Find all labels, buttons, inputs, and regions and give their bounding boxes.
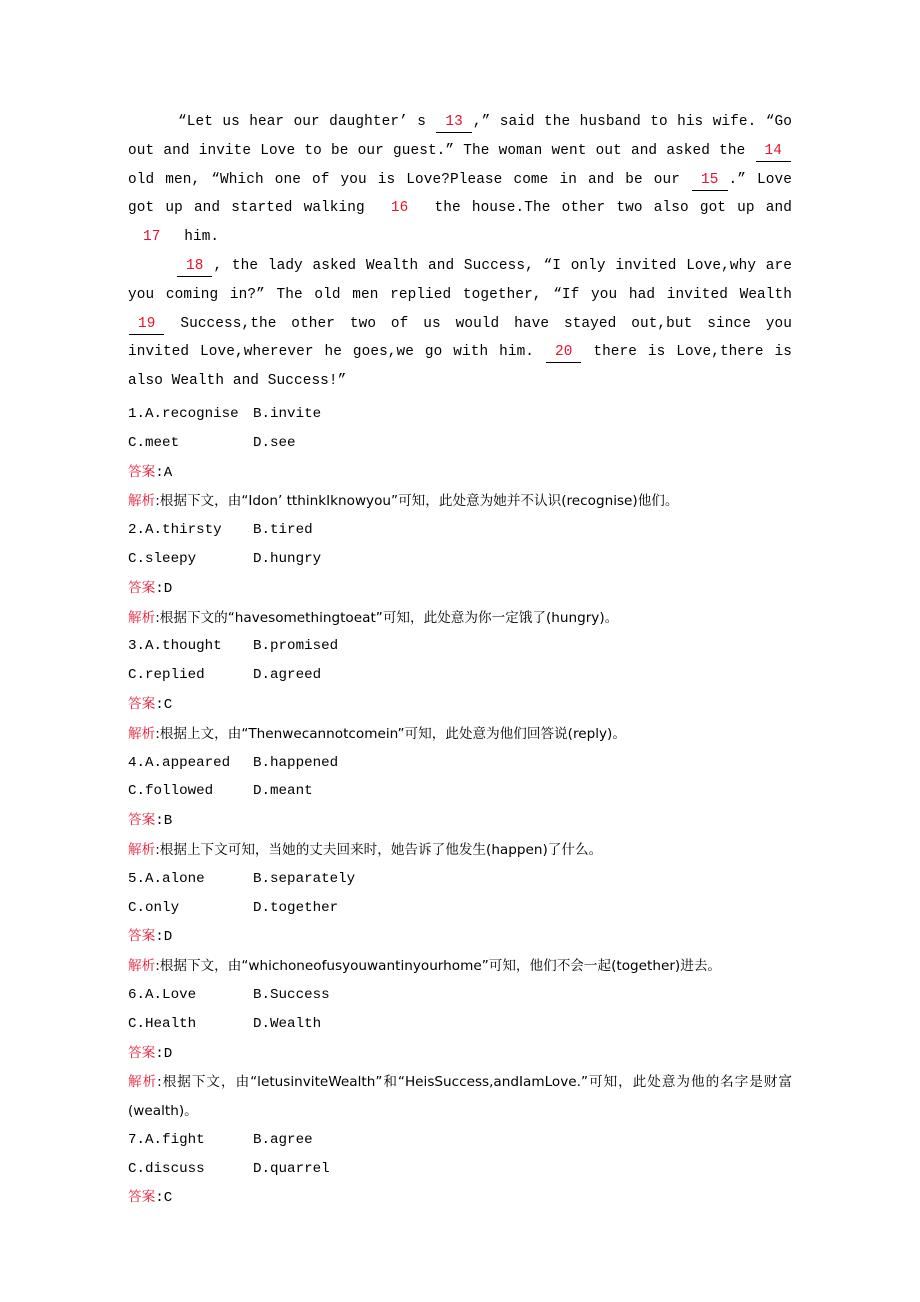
question-item [128,749,792,865]
option-b[interactable]: B.invite [253,405,322,422]
analysis-line [128,604,792,633]
analysis-line [128,1068,792,1126]
answer-line [128,574,792,604]
option-row-ab [128,400,792,429]
answer-value: :D [155,1045,173,1062]
option-row-cd [128,894,792,923]
question-item [128,516,792,632]
analysis-label: 解析 [128,958,156,975]
option-b[interactable]: B.tired [253,522,313,539]
question-number-and-option-a[interactable] [128,632,253,661]
option-row-cd [128,1010,792,1039]
question-item [128,1126,792,1213]
answer-line [128,1183,792,1213]
analysis-line [128,952,792,981]
analysis-line [128,487,792,516]
question-list [128,400,792,1213]
option-c[interactable]: C.meet [128,434,180,451]
option-a[interactable]: A.Love [145,986,197,1003]
passage-text-seg-5: the house.The other two also got up and [423,200,792,217]
blank-18[interactable]: 18 [177,258,212,277]
answer-line [128,690,792,720]
passage2-text-seg-1: , the lady asked Wealth and Success, “I only invited Love,why are you coming in?” The old men replied together, “If you had invited Wealth [128,257,792,303]
answer-label: 答案 [128,1044,156,1061]
option-row-ab [128,1126,792,1155]
page-content [128,108,792,1213]
option-row-cd [128,1155,792,1184]
question-number-and-option-a[interactable] [128,1126,253,1155]
option-c[interactable]: C.Health [128,1015,197,1032]
option-a[interactable]: A.thirsty [145,522,222,539]
passage2-text-seg-3: there is Love,there is also Wealth and Success!” [128,344,792,390]
option-a[interactable]: A.appeared [145,754,231,771]
answer-label: 答案 [128,928,156,945]
answer-line [128,1039,792,1069]
question-number: 7. [128,1131,146,1148]
analysis-label: 解析 [128,609,156,626]
analysis-text: :根据下文，由“whichoneofusyouwantinyourhome”可知，他们不会一起(together)进去。 [155,958,722,975]
question-number-and-option-a[interactable] [128,981,253,1010]
option-row-cd [128,777,792,806]
option-b[interactable]: B.Success [253,986,330,1003]
passage-text-seg-4: .” Love got up and started walking [128,171,793,217]
question-number-and-option-a[interactable] [128,400,253,429]
answer-value: :D [155,580,173,597]
passage-text-seg-1: “Let us hear our daughter’ s [178,114,436,130]
option-b[interactable]: B.promised [253,638,339,655]
blank-15[interactable]: 15 [692,172,727,191]
question-number: 2. [128,522,146,539]
option-a[interactable]: A.fight [145,1131,205,1148]
analysis-text: :根据上文，由“Thenwecannotcomein”可知，此处意为他们回答说(reply)。 [155,725,626,742]
question-number: 6. [128,986,146,1003]
analysis-line [128,720,792,749]
option-c[interactable]: C.replied [128,667,205,684]
question-number-and-option-a[interactable] [128,749,253,778]
answer-label: 答案 [128,463,156,480]
answer-value: :A [155,464,173,481]
answer-value: :B [155,813,173,830]
option-row-cd [128,545,792,574]
option-row-ab [128,865,792,894]
passage2-text-seg-2: Success,the other two of us would have stayed out,but since you invited Love,wherever he goes,we go with him. [128,315,792,361]
passage-paragraph-2 [128,252,792,396]
question-number-and-option-a[interactable] [128,516,253,545]
option-d[interactable]: D.together [253,899,339,916]
option-row-ab [128,632,792,661]
blank-19[interactable]: 19 [129,316,164,335]
passage-text-seg-3: old men, “Which one of you is Love?Please come in and be our [128,171,692,188]
option-c[interactable]: C.sleepy [128,550,197,567]
question-number: 3. [128,638,146,655]
blank-20[interactable]: 20 [546,344,581,363]
answer-value: :C [155,696,173,713]
answer-line [128,806,792,836]
answer-label: 答案 [128,579,156,596]
option-b[interactable]: B.separately [253,870,356,887]
option-row-ab [128,516,792,545]
question-number: 1. [128,405,146,422]
passage-paragraph-1 [128,108,792,252]
answer-value: :D [155,929,173,946]
question-item [128,632,792,748]
option-c[interactable]: C.followed [128,783,214,800]
blank-16[interactable]: 16 [390,200,409,217]
option-a[interactable]: A.thought [145,638,222,655]
question-number: 4. [128,754,146,771]
analysis-label: 解析 [128,725,156,742]
option-a[interactable]: A.recognise [145,405,239,422]
passage-text-seg-6: him. [175,229,220,246]
option-row-ab [128,981,792,1010]
option-row-cd [128,661,792,690]
option-d[interactable]: D.Wealth [253,1015,322,1032]
analysis-text: :根据下文，由“letusinviteWealth”和“HeisSuccess,andIamLove.”可知，此处意为他的名字是财富(wealth)。 [128,1074,793,1120]
option-d[interactable]: D.see [253,434,296,451]
option-c[interactable]: C.discuss [128,1160,205,1177]
blank-13[interactable]: 13 [436,114,471,133]
answer-value: :C [155,1190,173,1207]
option-d[interactable]: D.hungry [253,550,322,567]
blank-14[interactable]: 14 [756,143,791,162]
blank-17[interactable]: 17 [143,229,161,246]
question-item [128,981,792,1126]
question-item [128,400,792,516]
question-number-and-option-a[interactable] [128,865,253,894]
answer-line [128,922,792,952]
passage-text-seg-2: ,” said the husband to his wife. “Go out and invite Love to be our guest.” The woman went out and asked the [128,114,792,159]
analysis-text: :根据上下文可知，当她的丈夫回来时，她告诉了他发生(happen)了什么。 [155,841,603,858]
analysis-text: :根据下文，由“Idon’ tthinkIknowyou”可知，此处意为她并不认识(recognise)他们。 [155,493,679,510]
option-d[interactable]: D.agreed [253,667,322,684]
analysis-text: :根据下文的“havesomethingtoeat”可知，此处意为你一定饿了(hungry)。 [155,609,619,626]
option-d[interactable]: D.quarrel [253,1160,330,1177]
question-number: 5. [128,870,146,887]
question-item [128,865,792,981]
option-a[interactable]: A.alone [145,870,205,887]
option-c[interactable]: C.only [128,899,180,916]
option-b[interactable]: B.agree [253,1131,313,1148]
answer-label: 答案 [128,1189,156,1206]
option-row-cd [128,429,792,458]
analysis-label: 解析 [128,841,156,858]
option-d[interactable]: D.meant [253,783,313,800]
answer-line [128,458,792,488]
analysis-line [128,836,792,865]
answer-label: 答案 [128,812,156,829]
option-row-ab [128,749,792,778]
answer-label: 答案 [128,695,156,712]
analysis-label: 解析 [128,1074,158,1091]
analysis-label: 解析 [128,493,156,510]
option-b[interactable]: B.happened [253,754,339,771]
